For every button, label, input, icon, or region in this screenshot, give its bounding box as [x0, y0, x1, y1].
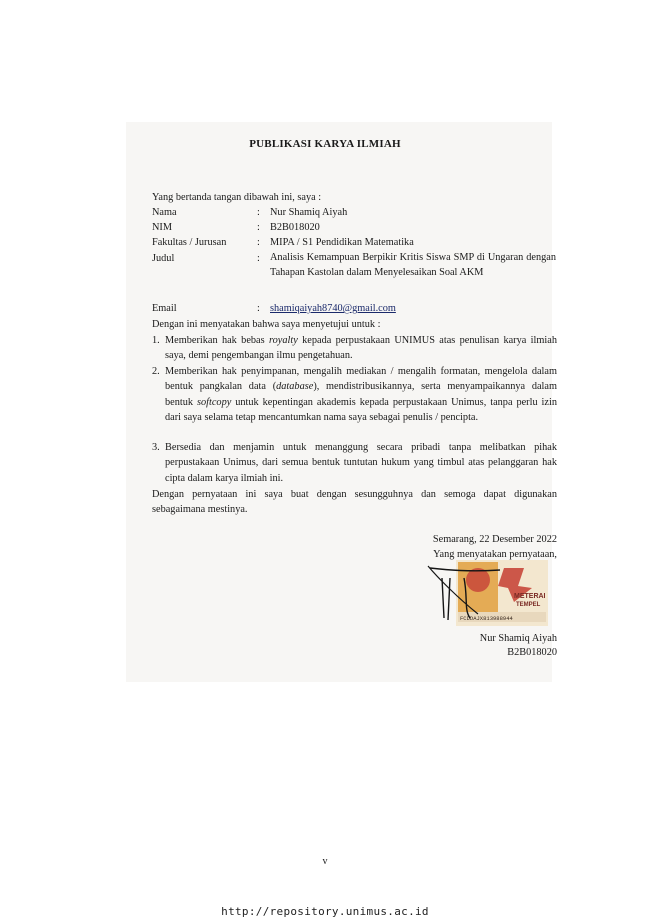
list-item: Memberikan hak penyimpanan, mengalih mediakan / mengalih formatan, mengelola dalam bentuk pangkalan data (database), mendistribusikannya, serta menyampaikannya dalam bentuk softcopy untuk kepentingan akademis kepada perpustakaan Unimus, tanpa perlu izin dari saya selama tetap mencantumkan nama saya sebagai penulis / pencipta. — [165, 366, 557, 423]
field-value-title: Analisis Kemampuan Berpikir Kritis Siswa SMP di Ungaran dengan Tahapan Kastolan dalam Menyelesaikan Soal AKM — [270, 252, 556, 278]
field-colon: : — [257, 207, 260, 218]
field-label-faculty: Fakultas / Jurusan — [152, 237, 227, 248]
document-title: PUBLIKASI KARYA ILMIAH — [249, 138, 401, 150]
closing-paragraph: Dengan pernyataan ini saya buat dengan sesungguhnya dan semoga dapat digunakan sebagaimana mestinya. — [152, 489, 557, 515]
declarant-label: Yang menyatakan pernyataan, — [433, 549, 557, 560]
place-date: Semarang, 22 Desember 2022 — [432, 534, 557, 545]
intro-text: Yang bertanda tangan dibawah ini, saya : — [152, 192, 322, 203]
field-colon: : — [257, 303, 260, 314]
statement-intro: Dengan ini menyatakan bahwa saya menyetujui untuk : — [152, 319, 381, 330]
field-label-email: Email — [152, 303, 177, 314]
svg-text:TEMPEL: TEMPEL — [516, 602, 541, 608]
email-link[interactable]: shamiqaiyah8740@gmail.com — [270, 303, 396, 314]
field-label-name: Nama — [152, 207, 177, 218]
svg-text:METERAI: METERAI — [514, 593, 546, 600]
footer-url[interactable]: http://repository.unimus.ac.id — [221, 905, 429, 918]
field-colon: : — [257, 222, 260, 233]
handwritten-signature-icon — [418, 548, 538, 628]
field-value-name: Nur Shamiq Aiyah — [270, 207, 348, 218]
field-value-faculty: MIPA / S1 Pendidikan Matematika — [270, 237, 414, 248]
signer-name: Nur Shamiq Aiyah — [479, 633, 557, 644]
field-label-nim: NIM — [152, 222, 173, 233]
list-item: Bersedia dan menjamin untuk menanggung secara pribadi tanpa melibatkan pihak perpustakaan Unimus, dari semua bentuk tuntutan hukum yang timbul atas pelanggaran hak cipta dalam karya ilmiah ini. — [165, 442, 557, 484]
svg-text:FCDDAJX813988944: FCDDAJX813988944 — [460, 615, 513, 622]
page-number: v — [322, 856, 328, 867]
field-colon: : — [257, 237, 260, 248]
field-colon: : — [257, 253, 260, 264]
item-number: 1. — [152, 335, 160, 346]
item-number: 3. — [152, 442, 160, 453]
signer-nim: B2B018020 — [507, 647, 557, 658]
field-value-nim: B2B018020 — [270, 222, 320, 233]
list-item: Memberikan hak bebas royalty kepada perpustakaan UNIMUS atas penulisan karya ilmiah saya, demi pengembangan ilmu pengetahuan. — [165, 335, 557, 362]
field-label-title: Judul — [152, 253, 175, 264]
item-number: 2. — [152, 366, 160, 377]
